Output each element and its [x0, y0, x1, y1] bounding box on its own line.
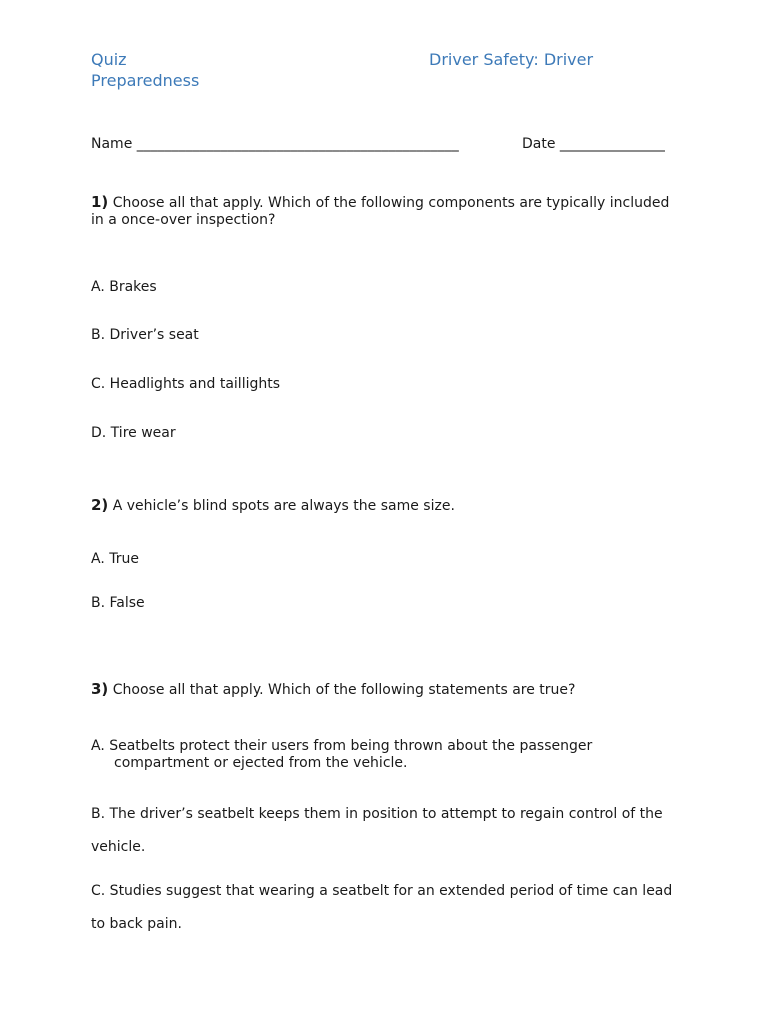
question-3-option-b[interactable]	[91, 798, 681, 864]
date-field[interactable]: Date _______________	[522, 136, 665, 152]
question-2	[91, 497, 681, 515]
option-line: B. The driver’s seatbelt keeps them in position to attempt to regain control of the	[91, 806, 663, 822]
option-line: C. Studies suggest that wearing a seatbelt for an extended period of time can lead	[91, 883, 673, 899]
question-text: Choose all that apply. Which of the following statements are true?	[108, 682, 576, 698]
question-2-option-b[interactable]: B. False	[91, 595, 145, 611]
question-3	[91, 681, 681, 699]
header-left	[91, 49, 271, 91]
question-3-option-a[interactable]	[91, 738, 681, 772]
header-preparedness-label: Preparedness	[91, 71, 200, 90]
question-text: Choose all that apply. Which of the following components are typically included in a once-over inspection?	[91, 195, 670, 228]
question-number: 2)	[91, 496, 109, 514]
question-number: 3)	[91, 680, 109, 698]
option-line-continued: compartment or ejected from the vehicle.	[114, 755, 408, 771]
header-quiz-label: Quiz	[91, 50, 127, 69]
question-2-option-a[interactable]: A. True	[91, 551, 139, 567]
question-text: A vehicle’s blind spots are always the same size.	[108, 498, 455, 514]
question-number: 1)	[91, 193, 109, 211]
question-1-option-c[interactable]: C. Headlights and taillights	[91, 376, 281, 392]
question-1-option-b[interactable]: B. Driver’s seat	[91, 327, 199, 343]
question-3-option-c[interactable]	[91, 875, 681, 941]
question-1-option-d[interactable]: D. Tire wear	[91, 425, 176, 441]
question-1	[91, 194, 681, 229]
option-line-continued: to back pain.	[91, 916, 182, 932]
question-1-option-a[interactable]: A. Brakes	[91, 279, 157, 295]
option-line-continued: vehicle.	[91, 839, 146, 855]
name-field[interactable]: Name ______________________________________________	[91, 136, 459, 152]
option-line: A. Seatbelts protect their users from being thrown about the passenger	[91, 738, 593, 754]
header-title: Driver Safety: Driver	[429, 50, 594, 69]
